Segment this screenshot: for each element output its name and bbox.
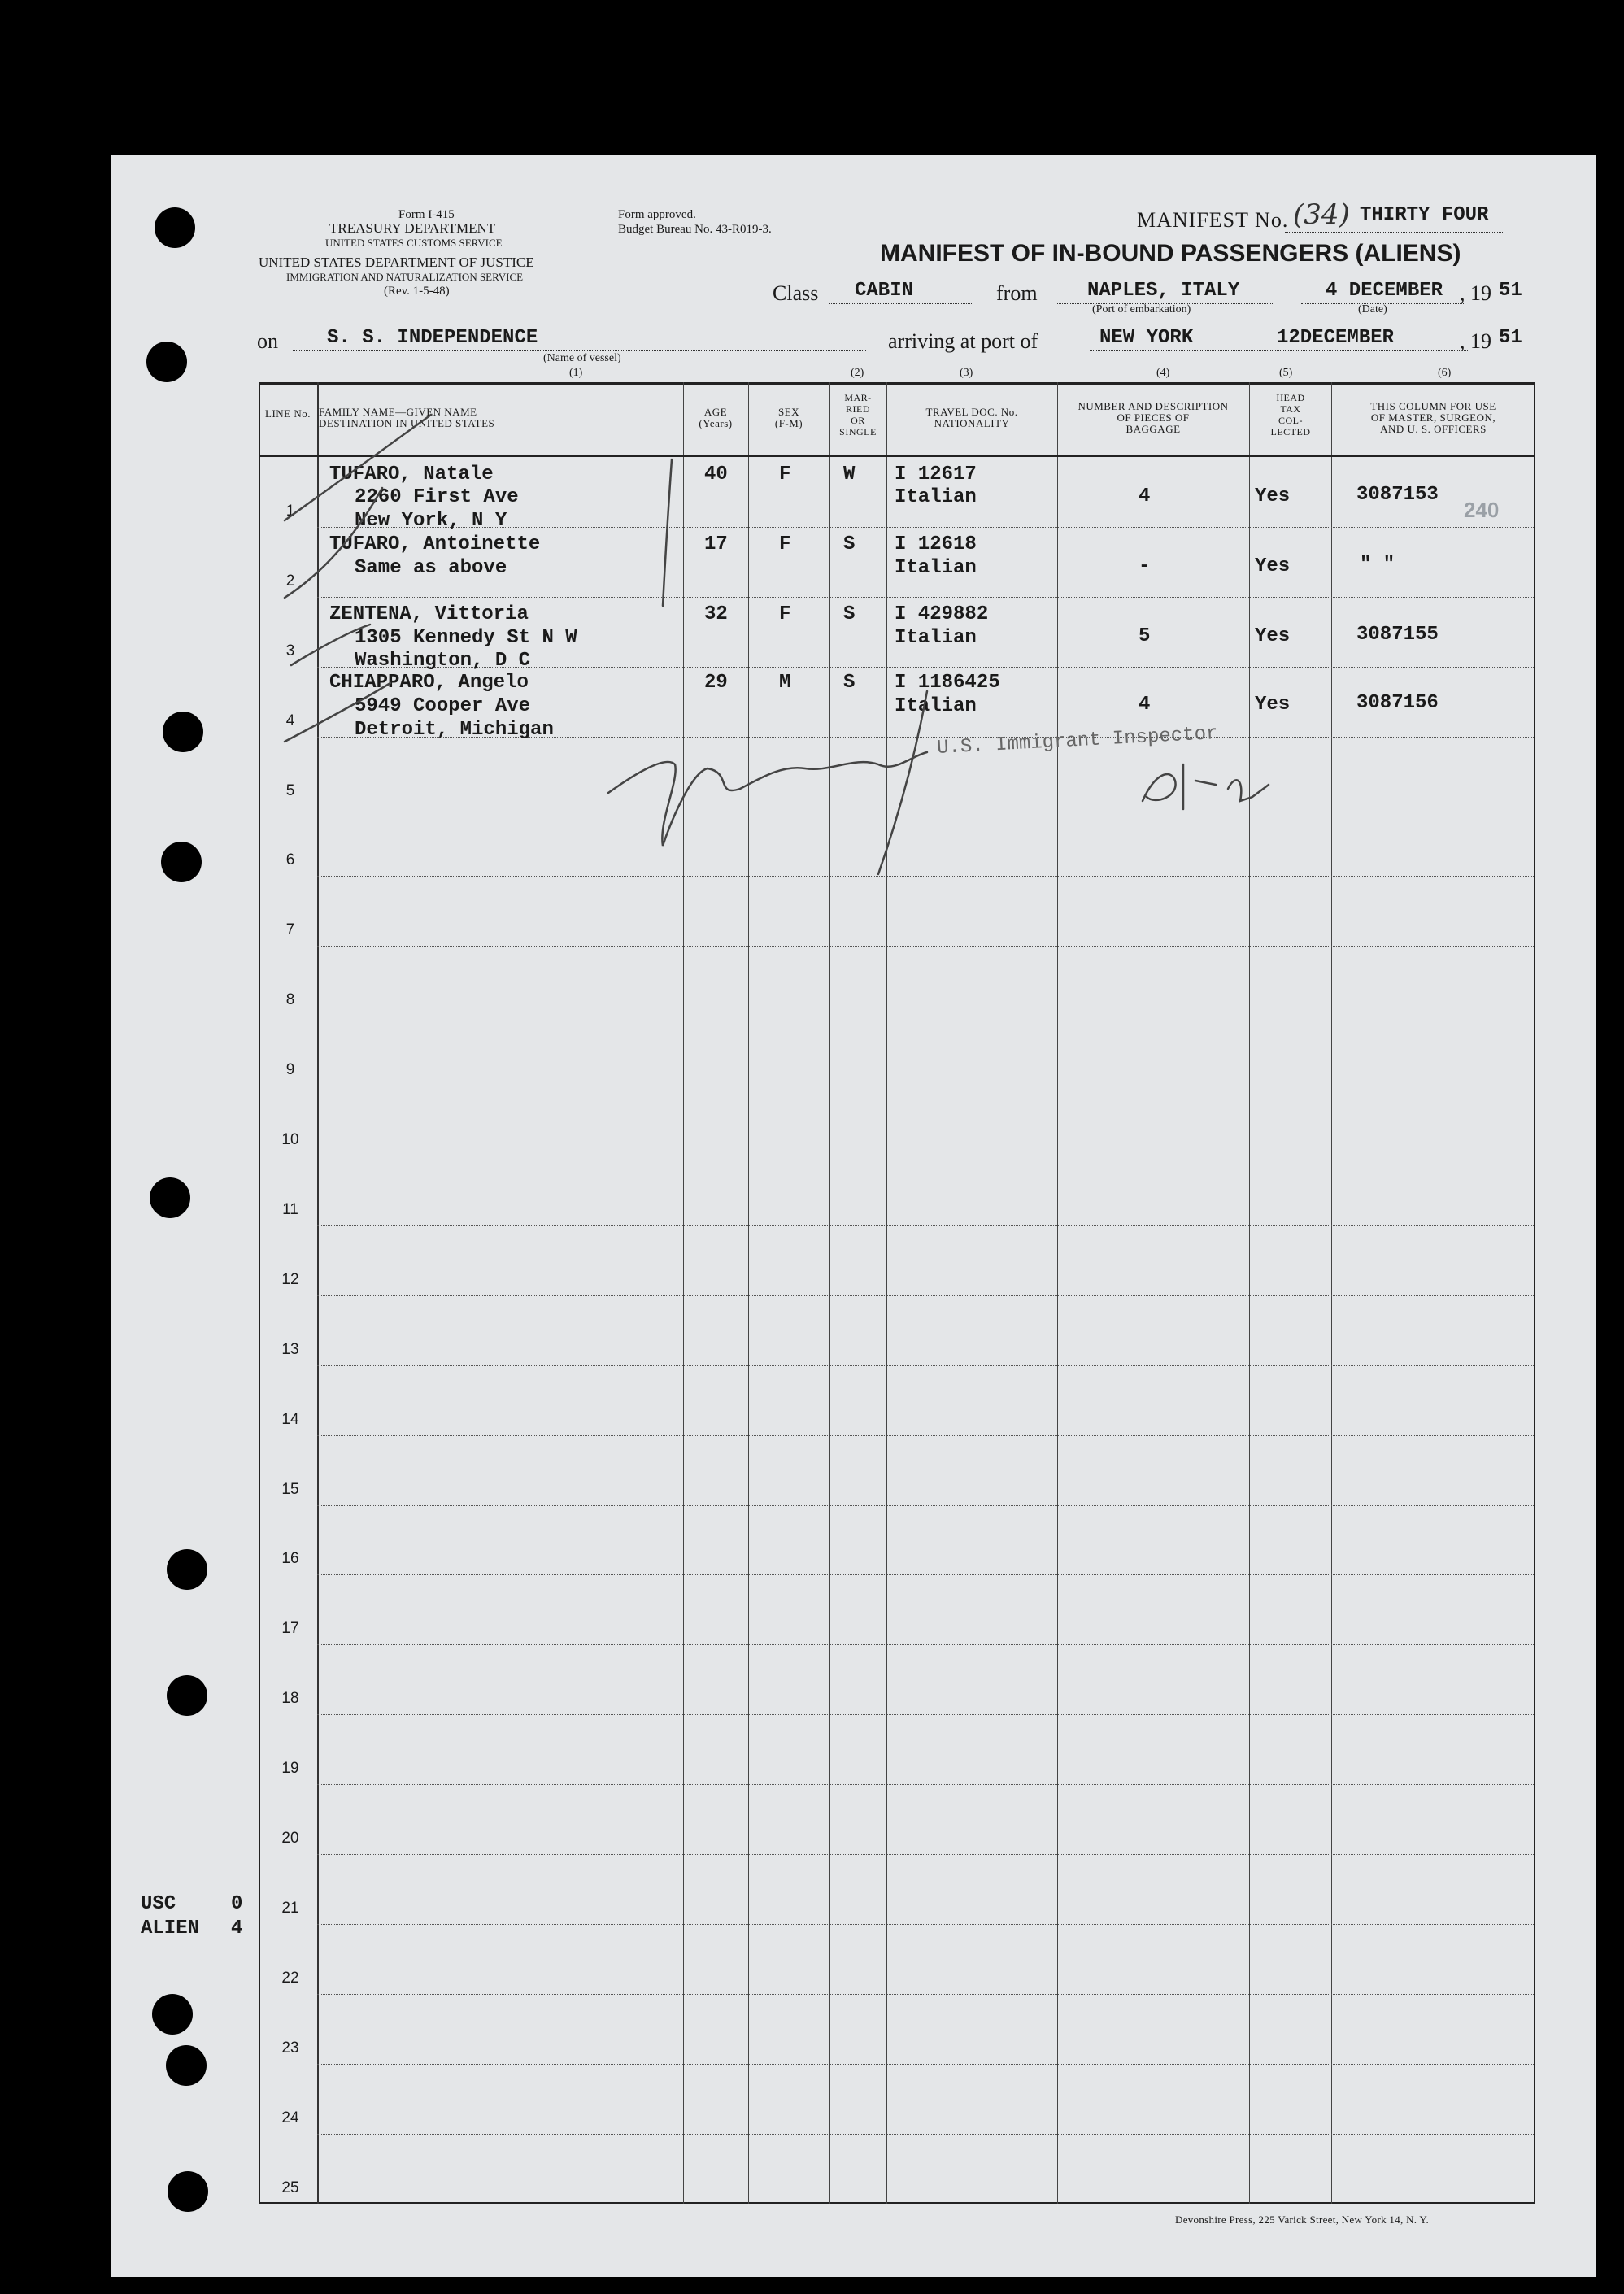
punch-hole <box>146 342 187 382</box>
passenger-doc: I 429882 <box>895 603 989 625</box>
vessel-name: S. S. INDEPENDENCE <box>327 327 538 349</box>
from-sublabel: (Port of embarkation) <box>1092 303 1191 316</box>
passenger-sex: F <box>779 533 791 555</box>
passenger-nationality: Italian <box>895 486 977 508</box>
departure-date: 4 DECEMBER <box>1326 280 1443 302</box>
passenger-doc: I 12617 <box>895 464 977 485</box>
year2-prefix: , 19 <box>1460 329 1491 353</box>
row-divider <box>317 1225 1535 1226</box>
row-number: 24 <box>281 2109 299 2126</box>
col-header-sex: SEX (F-M) <box>774 406 803 429</box>
form-number: Form I-415 <box>398 208 455 221</box>
col-header-travel-doc: TRAVEL DOC. No. NATIONALITY <box>925 406 1018 429</box>
passenger-address: 2260 First Ave <box>355 486 519 508</box>
passenger-doc: I 12618 <box>895 533 977 555</box>
passenger-sex: F <box>779 603 791 625</box>
row-number: 21 <box>281 1899 299 1917</box>
passenger-address: Washington, D C <box>355 650 531 672</box>
page-title: MANIFEST OF IN-BOUND PASSENGERS (ALIENS) <box>880 240 1461 267</box>
passenger-age: 29 <box>704 672 728 694</box>
punch-hole <box>168 2171 208 2212</box>
passenger-officer-no: 3087155 <box>1356 624 1439 646</box>
passenger-doc: I 1186425 <box>895 672 1000 694</box>
row-divider <box>317 1435 1535 1436</box>
manifest-words: THIRTY FOUR <box>1360 204 1489 226</box>
punch-hole <box>152 1994 193 2035</box>
arrival-date: 12DECEMBER <box>1277 327 1395 349</box>
row-divider <box>317 1854 1535 1855</box>
row-divider <box>317 1994 1535 1995</box>
row-number: 14 <box>281 1410 299 1428</box>
justice-dept: UNITED STATES DEPARTMENT OF JUSTICE <box>259 255 534 270</box>
passenger-baggage: 4 <box>1139 485 1151 507</box>
passenger-nationality: Italian <box>895 627 977 649</box>
row-number: 13 <box>281 1340 299 1358</box>
passenger-age: 40 <box>704 464 728 485</box>
row-number: 1 <box>285 502 295 520</box>
punch-hole <box>167 1549 207 1590</box>
passenger-head-tax: Yes <box>1255 694 1291 716</box>
row-number: 8 <box>285 991 295 1009</box>
passenger-officer-no: " " <box>1360 554 1395 576</box>
row-number: 19 <box>281 1760 299 1778</box>
row-divider <box>317 1505 1535 1506</box>
inspector-stamp: U.S. Immigrant Inspector <box>936 722 1219 760</box>
ins-service: IMMIGRATION AND NATURALIZATION SERVICE <box>286 271 524 283</box>
year2-value: 51 <box>1499 327 1522 349</box>
passenger-nationality: Italian <box>895 695 977 717</box>
row-divider <box>317 1644 1535 1645</box>
row-number: 9 <box>285 1061 295 1079</box>
column-number: (3) <box>960 367 973 379</box>
passenger-sex: M <box>779 672 791 694</box>
from-value: NAPLES, ITALY <box>1087 280 1240 302</box>
punch-hole <box>163 712 203 752</box>
budget-bureau: Budget Bureau No. 43-R019-3. <box>618 223 772 236</box>
row-number: 15 <box>281 1480 299 1498</box>
on-label: on <box>257 329 278 353</box>
col-header-head-tax: HEAD TAX COL- LECTED <box>1270 392 1311 437</box>
col-header-line-no: LINE No. <box>265 407 311 420</box>
class-value: CABIN <box>855 280 914 302</box>
row-divider <box>317 1784 1535 1785</box>
passenger-head-tax: Yes <box>1255 625 1291 647</box>
punch-hole <box>161 842 202 882</box>
row-number: 2 <box>285 572 295 590</box>
column-number: (4) <box>1156 367 1170 379</box>
row-number: 25 <box>281 2179 299 2196</box>
alien-value: 4 <box>231 1917 243 1939</box>
passenger-head-tax: Yes <box>1255 485 1291 507</box>
col-header-name: FAMILY NAME—GIVEN NAME DESTINATION IN UNITED STATES <box>319 406 495 429</box>
usc-value: 0 <box>231 1893 243 1915</box>
passenger-marital: W <box>843 464 856 485</box>
col-header-married: MAR- RIED OR SINGLE <box>839 392 877 437</box>
passenger-address: New York, N Y <box>355 510 507 532</box>
col-header-age: AGE (Years) <box>699 406 733 429</box>
column-number: (5) <box>1279 367 1293 379</box>
passenger-baggage: 4 <box>1139 694 1151 716</box>
punch-hole <box>166 2045 207 2086</box>
passenger-baggage: - <box>1139 555 1151 577</box>
usc-label: USC <box>141 1893 176 1915</box>
row-number: 3 <box>285 642 295 659</box>
passenger-marital: S <box>843 533 856 555</box>
manifest-number: (34) <box>1293 198 1350 231</box>
row-number: 5 <box>285 781 295 799</box>
row-number: 22 <box>281 1969 299 1987</box>
row-divider <box>317 1295 1535 1296</box>
passenger-address: 1305 Kennedy St N W <box>355 627 577 649</box>
passenger-marital: S <box>843 672 856 694</box>
passenger-address: Detroit, Michigan <box>355 719 554 741</box>
passenger-name: CHIAPPARO, Angelo <box>329 672 529 694</box>
row-number: 6 <box>285 851 295 869</box>
col-header-officers: THIS COLUMN FOR USE OF MASTER, SURGEON, AND U. S. OFFICERS <box>1370 400 1496 435</box>
row-number: 10 <box>281 1131 299 1148</box>
passenger-name: TUFARO, Antoinette <box>329 533 541 555</box>
punch-hole <box>167 1675 207 1716</box>
printer-footer: Devonshire Press, 225 Varick Street, New York 14, N. Y. <box>1175 2213 1429 2226</box>
passenger-nationality: Italian <box>895 557 977 579</box>
col-header-baggage: NUMBER AND DESCRIPTION OF PIECES OF BAGGAGE <box>1078 400 1229 435</box>
row-divider <box>317 2064 1535 2065</box>
row-divider <box>317 1924 1535 1925</box>
column-number: (6) <box>1438 367 1452 379</box>
alien-label: ALIEN <box>141 1917 200 1939</box>
row-divider <box>317 946 1535 947</box>
row-number: 17 <box>281 1620 299 1638</box>
arriving-label: arriving at port of <box>888 329 1038 353</box>
passenger-age: 17 <box>704 533 728 555</box>
passenger-head-tax: Yes <box>1255 555 1291 577</box>
form-approved: Form approved. <box>618 208 696 221</box>
row-number: 18 <box>281 1690 299 1708</box>
row-divider <box>317 876 1535 877</box>
arrival-port: NEW YORK <box>1099 327 1194 349</box>
stamp-mark: 240 <box>1464 498 1500 522</box>
row-number: 4 <box>285 712 295 729</box>
row-number: 23 <box>281 2039 299 2057</box>
row-divider <box>317 1574 1535 1575</box>
row-number: 11 <box>282 1200 298 1218</box>
column-number: (2) <box>851 367 864 379</box>
passenger-address: 5949 Cooper Ave <box>355 695 531 717</box>
passenger-officer-no: 3087156 <box>1356 692 1439 714</box>
class-label: Class <box>773 281 819 305</box>
row-number: 7 <box>285 921 295 939</box>
passenger-name: TUFARO, Natale <box>329 464 494 485</box>
year-prefix: , 19 <box>1460 281 1491 305</box>
punch-hole <box>155 207 195 248</box>
customs-service: UNITED STATES CUSTOMS SERVICE <box>325 237 503 249</box>
from-label: from <box>996 281 1038 305</box>
row-divider <box>317 1714 1535 1715</box>
row-divider <box>317 597 1535 598</box>
passenger-address: Same as above <box>355 557 507 579</box>
passenger-sex: F <box>779 464 791 485</box>
row-divider <box>317 2134 1535 2135</box>
vessel-sublabel: (Name of vessel) <box>543 352 621 364</box>
row-number: 12 <box>281 1270 299 1288</box>
treasury-dept: TREASURY DEPARTMENT <box>329 220 496 236</box>
passenger-officer-no: 3087153 <box>1356 484 1439 506</box>
row-divider <box>317 1365 1535 1366</box>
manifest-label: MANIFEST No. <box>1137 208 1289 232</box>
row-number: 20 <box>281 1830 299 1847</box>
passenger-age: 32 <box>704 603 728 625</box>
year-value: 51 <box>1499 280 1522 302</box>
date-sublabel: (Date) <box>1358 303 1387 316</box>
passenger-name: ZENTENA, Vittoria <box>329 603 529 625</box>
form-revision: (Rev. 1-5-48) <box>384 285 450 298</box>
passenger-marital: S <box>843 603 856 625</box>
passenger-baggage: 5 <box>1139 625 1151 647</box>
row-number: 16 <box>281 1550 299 1568</box>
column-number: (1) <box>569 367 583 379</box>
punch-hole <box>150 1177 190 1218</box>
